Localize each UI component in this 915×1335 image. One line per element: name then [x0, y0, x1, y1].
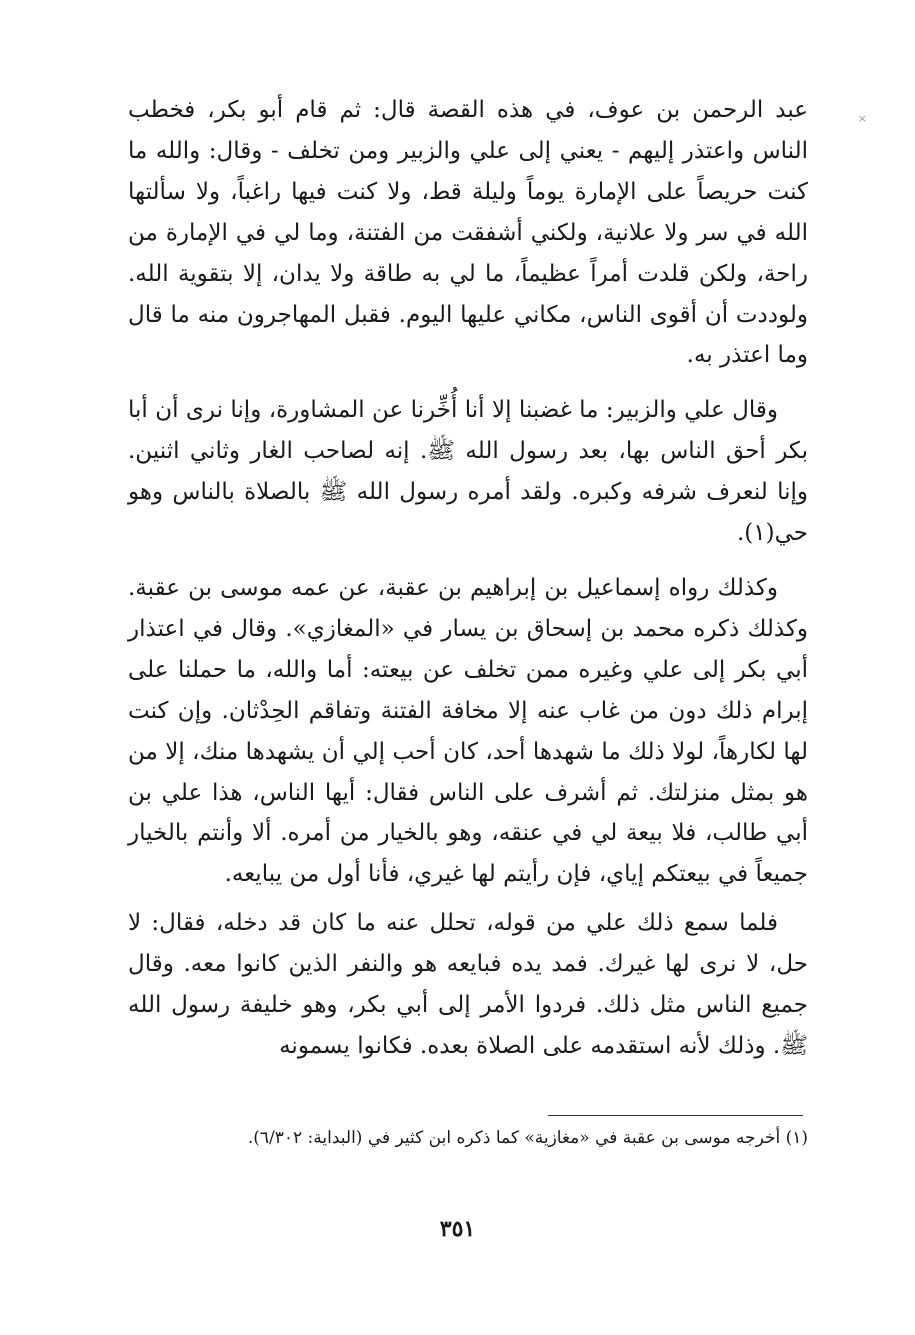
scan-mark: × — [857, 112, 867, 125]
paragraph-1: عبد الرحمن بن عوف، في هذه القصة قال: ثم قام أبو بكر، فخطب الناس واعتذر إليهم - يعني إلى علي والزبير ومن تخلف - وقال: والله ما كنت حريصاً على الإمارة يوماً وليلة قط، ولا كنت فيها راغباً، ولا سألتها الله في سر ولا علانية، ولكني أشفقت من الفتنة، وما لي في الإمارة من راحة، ولكن قلدت أمراً عظيماً، ما لي به طاقة ولا يدان، إلا بتقوية الله. ولوددت أن أقوى الناس، مكاني عليها اليوم. فقبل المهاجرون منه ما قال وما اعتذر به. — [128, 97, 808, 369]
page-number: ٣٥١ — [439, 1216, 476, 1242]
footnote-separator — [548, 1115, 803, 1116]
paragraph-2: وقال علي والزبير: ما غضبنا إلا أنا أُخِّرنا عن المشاورة، وإنا نرى أن أبا بكر أحق الناس بها، بعد رسول الله ﷺ. إنه لصاحب الغار وثاني اثنين. وإنا لنعرف شرفه وكبره. ولقد أمره رسول الله ﷺ بالصلاة بالناس وهو حي(١). — [128, 397, 808, 547]
footnote: (١) أخرجه موسى بن عقبة في «مغازية» كما ذكره ابن كثير في (البداية: ٦/٣٠٢). — [247, 1128, 808, 1148]
paragraph-3: وكذلك رواه إسماعيل بن إبراهيم بن عقبة، عن عمه موسى بن عقبة. وكذلك ذكره محمد بن إسحاق بن يسار في «المغازي». وقال في اعتذار أبي بكر إلى علي وغيره ممن تخلف عن بيعته: أما والله، ما حملنا على إبرام ذلك دون من غاب عنه إلا مخافة الفتنة وتفاقم الحِدْثان. وإن كنت لها لكارهاً، لولا ذلك ما شهدها أحد، كان أحب إلي أن يشهدها منك، إلا من هو بمثل منزلتك. ثم أشرف على الناس فقال: أيها الناس، هذا علي بن أبي طالب، فلا بيعة لي في عنقه، وهو بالخيار من أمره. ألا وأنتم بالخيار جميعاً في بيعتكم إياي، فإن رأيتم لها غيري، فأنا أول من يبايعه. — [128, 574, 808, 888]
main-text — [128, 90, 808, 1067]
paragraph-4: فلما سمع ذلك علي من قوله، تحلل عنه ما كان قد دخله، فقال: لا حل، لا نرى لها غيرك. فمد يده فبايعه هو والنفر الذين كانوا معه. وقال جميع الناس مثل ذلك. فردوا الأمر إلى أبي بكر، وهو خليفة رسول الله ﷺ. وذلك لأنه استقدمه على الصلاة بعده. فكانوا يسمونه — [128, 910, 808, 1059]
